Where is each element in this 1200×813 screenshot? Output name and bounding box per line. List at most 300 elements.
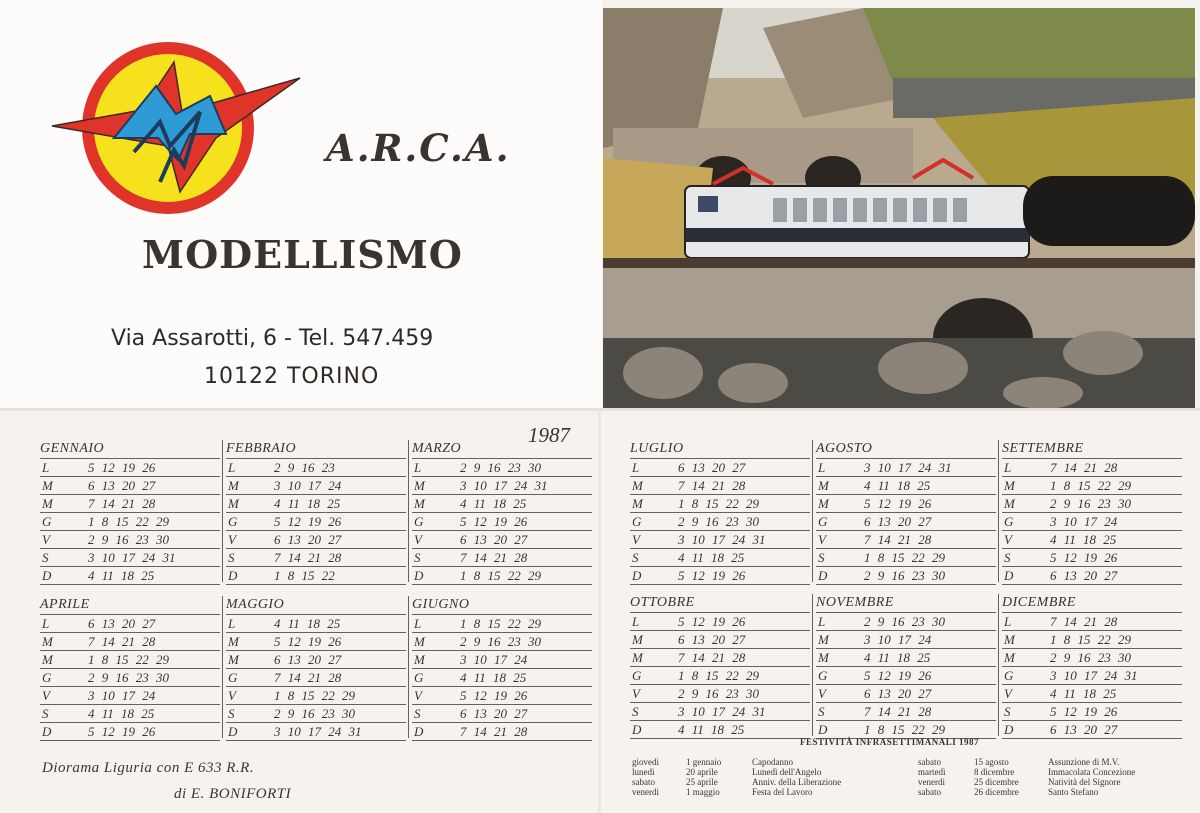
month-name: GIUGNO (412, 597, 470, 612)
day-numbers: 4 11 18 25 (88, 706, 155, 721)
week-row (226, 495, 406, 513)
day-numbers: 1 8 15 22 29 (274, 688, 355, 703)
day-numbers: 1 8 15 22 29 (1050, 632, 1131, 647)
column-separator (998, 594, 999, 736)
weekday-label: G (1004, 668, 1014, 683)
day-numbers: 2 9 16 23 30 (460, 460, 541, 475)
day-numbers: 4 11 18 25 (274, 616, 341, 631)
week-row (40, 531, 220, 549)
weekday-label: M (818, 478, 829, 493)
column-separator (408, 596, 409, 738)
weekday-label: D (632, 722, 642, 737)
week-row (226, 723, 406, 741)
month-name: FEBBRAIO (226, 441, 297, 456)
holiday-weekday: venerdì (632, 787, 659, 797)
week-row (412, 705, 592, 723)
month-name: GENNAIO (40, 441, 105, 456)
day-numbers: 2 9 16 23 30 (1050, 650, 1131, 665)
holiday-weekday: sabato (918, 757, 941, 767)
weekday-label: S (228, 550, 235, 565)
holiday-weekday: giovedì (632, 757, 659, 767)
holiday-row (632, 787, 841, 797)
day-numbers: 7 14 21 28 (1050, 460, 1118, 475)
weekday-label: M (228, 652, 239, 667)
week-row (226, 531, 406, 549)
week-row (1002, 667, 1182, 685)
holiday-date: 26 dicembre (974, 787, 1019, 797)
week-row (412, 459, 592, 477)
weekday-label: L (228, 616, 236, 631)
day-numbers: 3 10 17 24 31 (1050, 668, 1138, 683)
day-numbers: 5 12 19 26 (460, 514, 528, 529)
week-row (226, 651, 406, 669)
weekday-label: M (414, 496, 425, 511)
weekday-label: D (818, 722, 828, 737)
holiday-weekday: venerdì (918, 777, 945, 787)
month-block (630, 440, 810, 585)
weekday-label: V (818, 686, 826, 701)
weekday-label: L (1004, 614, 1012, 629)
weekday-label: M (632, 496, 643, 511)
day-numbers: 2 9 16 23 30 (864, 614, 945, 629)
weekday-label: V (1004, 686, 1012, 701)
weekday-label: S (632, 550, 639, 565)
week-row (1002, 631, 1182, 649)
holiday-weekday: sabato (632, 777, 655, 787)
weekday-label: D (632, 568, 642, 583)
week-row (412, 687, 592, 705)
weekday-label: M (228, 496, 239, 511)
city: 10122 TORINO (204, 364, 380, 389)
day-numbers: 1 8 15 22 29 (460, 616, 541, 631)
weekday-label: D (414, 724, 424, 739)
calendar-year: 1987 (528, 423, 570, 447)
month-name: APRILE (40, 597, 90, 612)
day-numbers: 7 14 21 28 (1050, 614, 1118, 629)
day-numbers: 4 11 18 25 (678, 550, 745, 565)
holiday-row (918, 767, 1135, 777)
holiday-name: Immacolata Concezione (1048, 767, 1136, 777)
day-numbers: 6 13 20 27 (678, 632, 746, 647)
week-row (412, 513, 592, 531)
weekday-label: M (818, 496, 829, 511)
month-block (816, 594, 996, 739)
holiday-weekday: lunedì (632, 767, 655, 777)
weekday-label: M (1004, 478, 1015, 493)
week-row (412, 633, 592, 651)
weekday-label: D (228, 568, 238, 583)
day-numbers: 5 12 19 26 (88, 724, 156, 739)
column-separator (998, 440, 999, 582)
day-numbers: 2 9 16 23 30 (88, 532, 169, 547)
holiday-date: 25 aprile (686, 777, 718, 787)
column-separator (812, 594, 813, 736)
week-row (1002, 513, 1182, 531)
day-numbers: 1 8 15 22 29 (678, 668, 759, 683)
week-row (816, 685, 996, 703)
day-numbers: 4 11 18 25 (274, 496, 341, 511)
arca-logo (50, 42, 310, 218)
week-row (226, 513, 406, 531)
week-row (226, 669, 406, 687)
day-numbers: 1 8 15 22 (274, 568, 335, 583)
day-numbers: 1 8 15 22 29 (864, 550, 945, 565)
week-row (412, 531, 592, 549)
holiday-name: Festa del Lavoro (752, 787, 813, 797)
day-numbers: 1 8 15 22 29 (460, 568, 541, 583)
week-row (816, 567, 996, 585)
week-row (412, 615, 592, 633)
day-numbers: 5 12 19 26 (1050, 550, 1118, 565)
holidays-list-right (918, 757, 1135, 797)
column-separator (408, 440, 409, 582)
day-numbers: 7 14 21 28 (460, 550, 528, 565)
weekday-label: D (1004, 722, 1014, 737)
month-block (226, 440, 406, 585)
week-row (630, 721, 810, 739)
day-numbers: 1 8 15 22 29 (1050, 478, 1131, 493)
weekday-label: S (42, 706, 49, 721)
holiday-date: 1 maggio (686, 787, 720, 797)
week-row (630, 495, 810, 513)
week-row (816, 459, 996, 477)
week-row (1002, 703, 1182, 721)
weekday-label: D (414, 568, 424, 583)
week-row (630, 613, 810, 631)
day-numbers: 5 12 19 26 (678, 568, 746, 583)
day-numbers: 3 10 17 24 31 (460, 478, 548, 493)
week-row (226, 567, 406, 585)
weekday-label: M (42, 478, 53, 493)
day-numbers: 2 9 16 23 30 (460, 634, 541, 649)
day-numbers: 2 9 16 23 30 (88, 670, 169, 685)
week-row (412, 495, 592, 513)
week-row (816, 477, 996, 495)
weekday-label: S (414, 706, 421, 721)
week-row (40, 549, 220, 567)
weekday-label: D (818, 568, 828, 583)
photo-credit: di E. BONIFORTI (174, 786, 292, 802)
day-numbers: 1 8 15 22 29 (88, 514, 169, 529)
day-numbers: 3 10 17 24 31 (864, 460, 952, 475)
month-name: OTTOBRE (630, 595, 695, 610)
month-block (412, 596, 592, 741)
weekday-label: M (818, 650, 829, 665)
weekday-label: M (1004, 496, 1015, 511)
day-numbers: 5 12 19 26 (88, 460, 156, 475)
brand-name: A.R.C.A. (326, 126, 511, 170)
weekday-label: G (818, 668, 828, 683)
month-block (40, 440, 220, 585)
day-numbers: 4 11 18 25 (678, 722, 745, 737)
week-row (1002, 613, 1182, 631)
weekday-label: S (1004, 550, 1011, 565)
weekday-label: L (632, 460, 640, 475)
month-block (1002, 440, 1182, 585)
week-row (630, 703, 810, 721)
day-numbers: 7 14 21 28 (678, 650, 746, 665)
day-numbers: 3 10 17 24 (88, 688, 156, 703)
week-row (226, 615, 406, 633)
weekday-label: M (228, 634, 239, 649)
day-numbers: 3 10 17 24 31 (88, 550, 176, 565)
week-row (40, 513, 220, 531)
day-numbers: 4 11 18 25 (460, 670, 527, 685)
week-row (226, 477, 406, 495)
weekday-label: M (414, 478, 425, 493)
month-name: SETTEMBRE (1002, 441, 1084, 456)
week-row (40, 633, 220, 651)
weekday-label: L (632, 614, 640, 629)
week-row (816, 703, 996, 721)
week-row (40, 651, 220, 669)
weekday-label: D (1004, 568, 1014, 583)
day-numbers: 6 13 20 27 (864, 686, 932, 701)
day-numbers: 7 14 21 28 (864, 704, 932, 719)
holiday-date: 1 gennaio (686, 757, 722, 767)
week-row (630, 685, 810, 703)
weekday-label: M (1004, 650, 1015, 665)
holiday-name: Natività del Signore (1048, 777, 1121, 787)
month-name: DICEMBRE (1002, 595, 1076, 610)
holiday-date: 20 aprile (686, 767, 718, 777)
holidays-title: FESTIVITÀ INFRASETTIMANALI 1987 (800, 737, 980, 747)
weekday-label: G (1004, 514, 1014, 529)
weekday-label: L (228, 460, 236, 475)
weekday-label: S (818, 704, 825, 719)
weekday-label: V (228, 532, 236, 547)
month-block (816, 440, 996, 585)
weekday-label: L (42, 616, 50, 631)
day-numbers: 6 13 20 27 (274, 532, 342, 547)
week-row (630, 531, 810, 549)
weekday-label: L (42, 460, 50, 475)
day-numbers: 3 10 17 24 31 (274, 724, 362, 739)
weekday-label: M (632, 478, 643, 493)
week-row (816, 531, 996, 549)
holiday-name: Santo Stefano (1048, 787, 1099, 797)
week-row (630, 567, 810, 585)
weekday-label: L (414, 616, 422, 631)
week-row (630, 477, 810, 495)
week-row (40, 495, 220, 513)
weekday-label: G (632, 514, 642, 529)
holiday-date: 15 agosto (974, 757, 1009, 767)
day-numbers: 5 12 19 26 (1050, 704, 1118, 719)
weekday-label: G (414, 670, 424, 685)
holidays-list-left (632, 757, 841, 797)
day-numbers: 6 13 20 27 (1050, 722, 1118, 737)
month-name: MAGGIO (226, 597, 285, 612)
week-row (40, 567, 220, 585)
week-row (630, 631, 810, 649)
weekday-label: D (42, 568, 52, 583)
day-numbers: 2 9 16 23 30 (864, 568, 945, 583)
week-row (226, 549, 406, 567)
day-numbers: 6 13 20 27 (678, 460, 746, 475)
day-numbers: 6 13 20 27 (88, 478, 156, 493)
column-separator (812, 440, 813, 582)
week-row (630, 459, 810, 477)
day-numbers: 5 12 19 26 (274, 514, 342, 529)
day-numbers: 2 9 16 23 30 (274, 706, 355, 721)
holiday-weekday: sabato (918, 787, 941, 797)
weekday-label: L (1004, 460, 1012, 475)
weekday-label: G (818, 514, 828, 529)
day-numbers: 4 11 18 25 (864, 650, 931, 665)
week-row (40, 477, 220, 495)
weekday-label: V (632, 686, 640, 701)
week-row (1002, 531, 1182, 549)
weekday-label: V (228, 688, 236, 703)
weekday-label: G (42, 670, 52, 685)
month-block (40, 596, 220, 741)
weekday-label: V (42, 532, 50, 547)
day-numbers: 3 10 17 24 (864, 632, 932, 647)
week-row (1002, 477, 1182, 495)
weekday-label: G (414, 514, 424, 529)
holiday-row (918, 777, 1135, 787)
week-row (1002, 459, 1182, 477)
month-block (1002, 594, 1182, 739)
week-row (1002, 721, 1182, 739)
week-row (226, 687, 406, 705)
week-row (412, 651, 592, 669)
week-row (1002, 685, 1182, 703)
weekday-label: V (42, 688, 50, 703)
day-numbers: 6 13 20 27 (460, 706, 528, 721)
weekday-label: V (414, 532, 422, 547)
weekday-label: S (228, 706, 235, 721)
weekday-label: V (818, 532, 826, 547)
photo-caption: Diorama Liguria con E 633 R.R. (42, 760, 255, 776)
week-row (412, 477, 592, 495)
day-numbers: 4 11 18 25 (1050, 686, 1117, 701)
week-row (1002, 567, 1182, 585)
holiday-name: Lunedì dell'Angelo (752, 767, 822, 777)
weekday-label: M (1004, 632, 1015, 647)
weekday-label: M (228, 478, 239, 493)
week-row (816, 649, 996, 667)
day-numbers: 3 10 17 24 31 (678, 704, 766, 719)
day-numbers: 1 8 15 22 29 (678, 496, 759, 511)
week-row (630, 513, 810, 531)
shop-subtitle: MODELLISMO (142, 232, 463, 277)
week-row (816, 667, 996, 685)
day-numbers: 5 12 19 26 (678, 614, 746, 629)
month-name: NOVEMBRE (816, 595, 894, 610)
month-name: MARZO (412, 441, 462, 456)
weekday-label: M (414, 634, 425, 649)
weekday-label: M (42, 634, 53, 649)
weekday-label: L (818, 614, 826, 629)
day-numbers: 5 12 19 26 (864, 496, 932, 511)
week-row (1002, 649, 1182, 667)
shop-card (0, 0, 602, 408)
week-row (412, 567, 592, 585)
weekday-label: S (818, 550, 825, 565)
week-row (40, 705, 220, 723)
day-numbers: 7 14 21 28 (274, 670, 342, 685)
day-numbers: 6 13 20 27 (274, 652, 342, 667)
month-block (412, 440, 592, 585)
week-row (226, 705, 406, 723)
week-row (412, 549, 592, 567)
fold-line-vertical (598, 410, 601, 813)
holiday-row (632, 777, 841, 787)
day-numbers: 3 10 17 24 (274, 478, 342, 493)
week-row (630, 649, 810, 667)
day-numbers: 7 14 21 28 (460, 724, 528, 739)
weekday-label: V (1004, 532, 1012, 547)
day-numbers: 6 13 20 27 (864, 514, 932, 529)
day-numbers: 6 13 20 27 (460, 532, 528, 547)
day-numbers: 5 12 19 26 (864, 668, 932, 683)
day-numbers: 4 11 18 25 (88, 568, 155, 583)
week-row (630, 667, 810, 685)
weekday-label: G (228, 670, 238, 685)
holiday-name: Capodanno (752, 757, 793, 767)
day-numbers: 3 10 17 24 (1050, 514, 1118, 529)
day-numbers: 7 14 21 28 (274, 550, 342, 565)
month-name: LUGLIO (630, 441, 684, 456)
weekday-label: D (228, 724, 238, 739)
week-row (816, 513, 996, 531)
day-numbers: 7 14 21 28 (88, 634, 156, 649)
week-row (40, 723, 220, 741)
column-separator (222, 440, 223, 582)
day-numbers: 4 11 18 25 (864, 478, 931, 493)
weekday-label: M (42, 652, 53, 667)
weekday-label: M (414, 652, 425, 667)
weekday-label: M (632, 650, 643, 665)
month-block (226, 596, 406, 741)
week-row (1002, 495, 1182, 513)
week-row (412, 723, 592, 741)
day-numbers: 2 9 16 23 30 (678, 514, 759, 529)
day-numbers: 2 9 16 23 (274, 460, 335, 475)
week-row (816, 549, 996, 567)
weekday-label: M (632, 632, 643, 647)
holiday-weekday: martedì (918, 767, 946, 777)
weekday-label: S (632, 704, 639, 719)
day-numbers: 2 9 16 23 30 (678, 686, 759, 701)
week-row (40, 687, 220, 705)
week-row (630, 549, 810, 567)
holiday-row (918, 787, 1135, 797)
weekday-label: V (414, 688, 422, 703)
week-row (816, 495, 996, 513)
holiday-name: Assunzione di M.V. (1048, 757, 1120, 767)
weekday-label: S (42, 550, 49, 565)
day-numbers: 5 12 19 26 (460, 688, 528, 703)
address: Via Assarotti, 6 - Tel. 547.459 (111, 326, 434, 351)
weekday-label: V (632, 532, 640, 547)
week-row (226, 459, 406, 477)
weekday-label: G (228, 514, 238, 529)
day-numbers: 6 13 20 27 (1050, 568, 1118, 583)
holiday-date: 25 dicembre (974, 777, 1019, 787)
holiday-date: 8 dicembre (974, 767, 1015, 777)
diorama-photo (603, 8, 1195, 410)
month-block (630, 594, 810, 739)
day-numbers: 7 14 21 28 (678, 478, 746, 493)
week-row (40, 459, 220, 477)
holiday-row (632, 757, 841, 767)
train-diorama-image (603, 8, 1195, 410)
day-numbers: 3 10 17 24 31 (678, 532, 766, 547)
weekday-label: L (818, 460, 826, 475)
